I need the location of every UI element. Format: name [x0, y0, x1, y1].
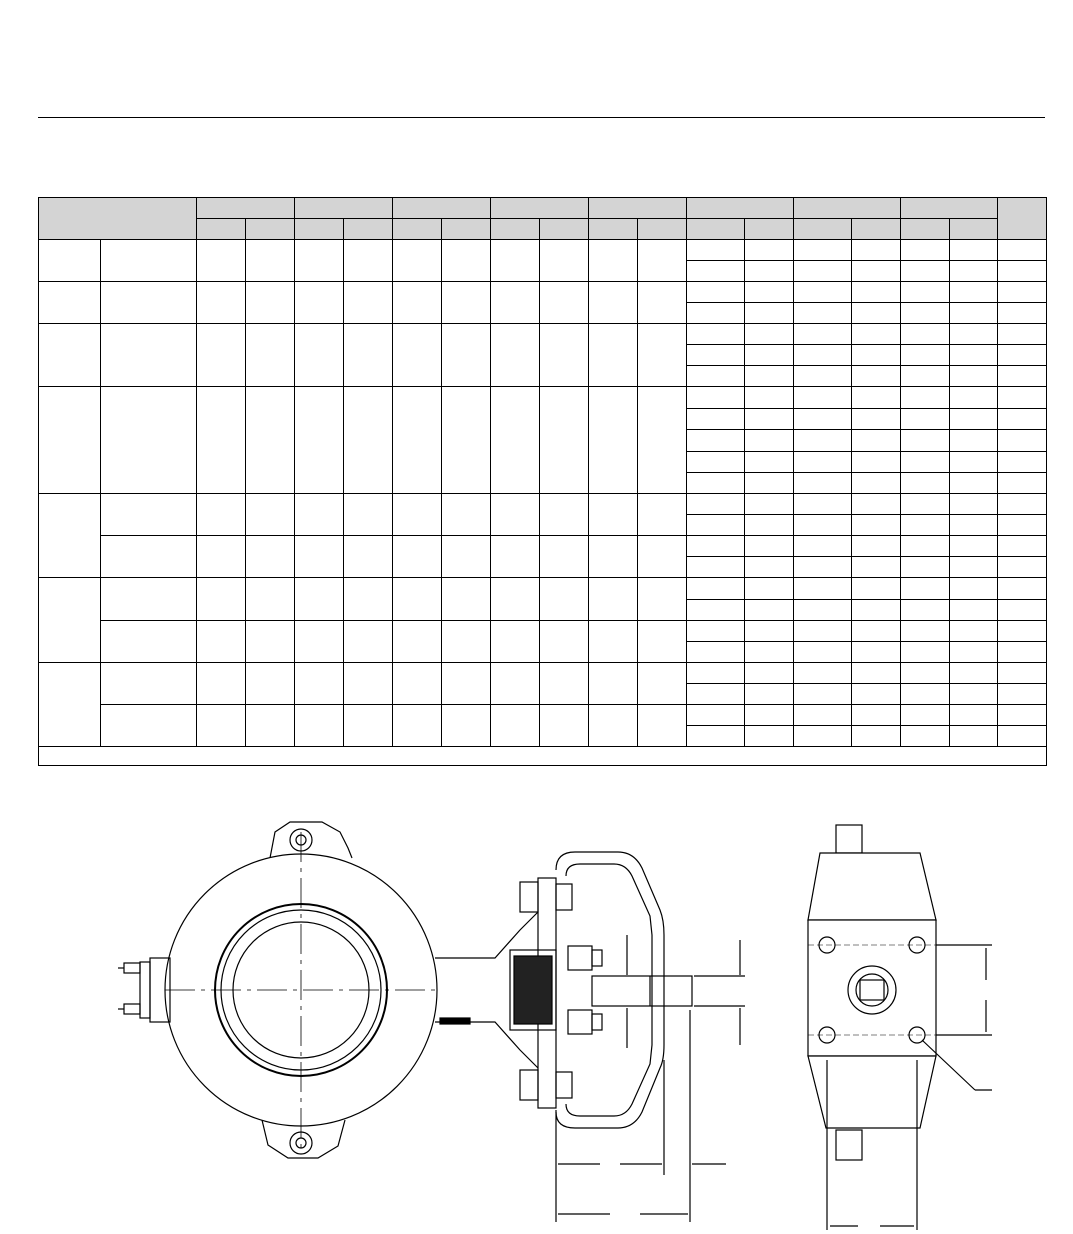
front-view: [118, 822, 745, 1222]
side-view: [808, 825, 992, 1230]
